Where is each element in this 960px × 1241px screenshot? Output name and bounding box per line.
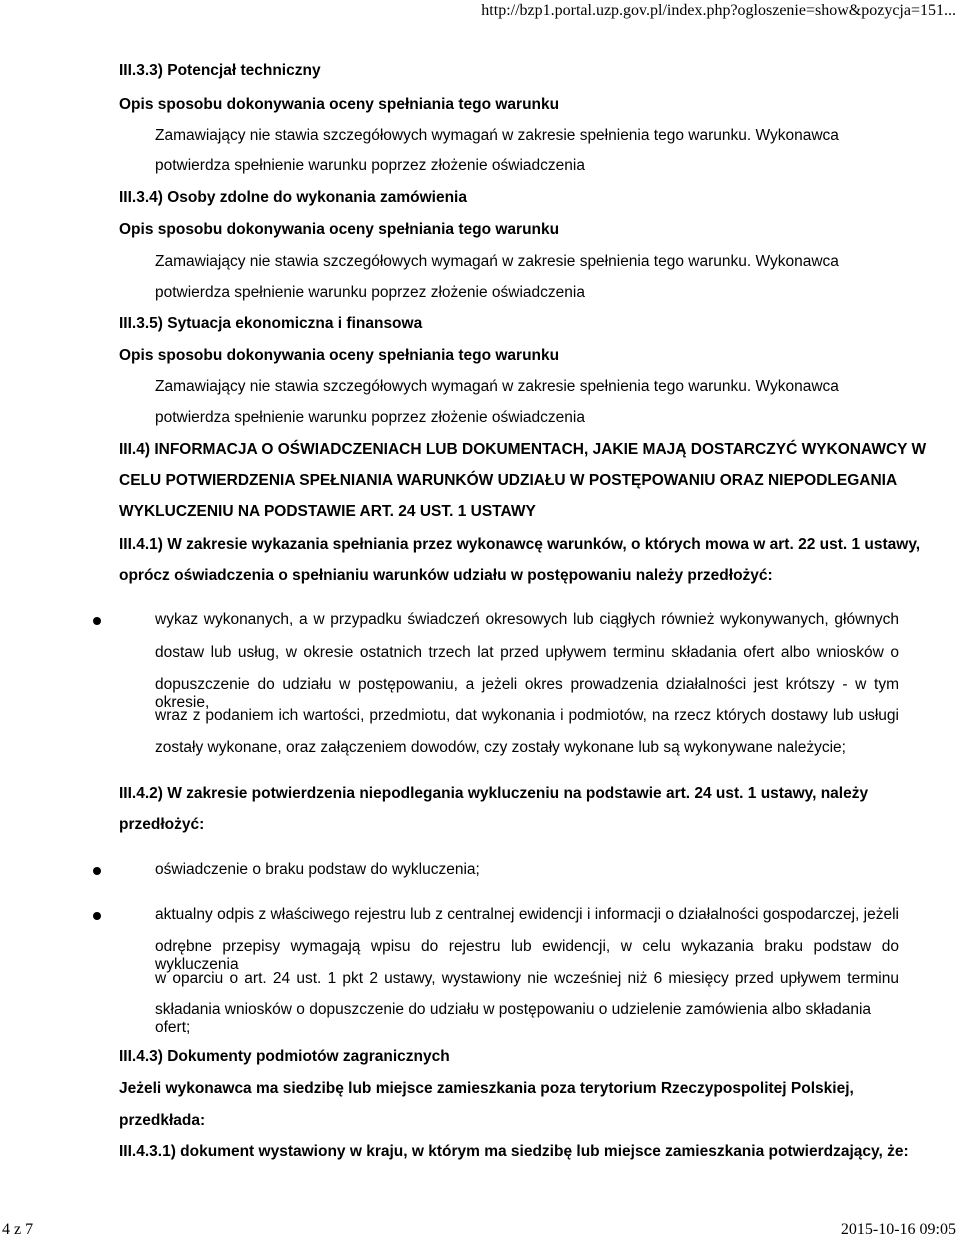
print-datetime: 2015-10-16 09:05 xyxy=(840,1221,956,1238)
list-item-line: aktualny odpis z właściwego rejestru lub z centralnej ewidencji i informacji o działalności gospodarczej, jeżeli xyxy=(155,906,899,923)
page-url-header: http://bzp1.portal.uzp.gov.pl/index.php?ogloszenie=show&pozycja=151... xyxy=(481,2,956,19)
section-3-4-3-text-2: przedkłada: xyxy=(119,1112,206,1129)
section-3-3-5-text-1: Zamawiający nie stawia szczegółowych wymagań w zakresie spełnienia tego warunku. Wykonawca xyxy=(155,378,839,395)
list-item-line: składania wniosków o dopuszczenie do udziału w postępowaniu o udzielenie zamówienia albo składania ofert; xyxy=(155,1001,872,1036)
section-3-3-4-title: III.3.4) Osoby zdolne do wykonania zamówienia xyxy=(119,189,467,206)
section-3-3-3-title: III.3.3) Potencjał techniczny xyxy=(119,62,321,79)
list-item-line: dostaw lub usług, w okresie ostatnich trzech lat przed upływem terminu składania ofert albo wniosków o xyxy=(155,644,899,661)
section-3-4-3-text-1: Jeżeli wykonawca ma siedzibę lub miejsce zamieszkania poza terytorium Rzeczypospolitej Polskiej, xyxy=(119,1080,854,1097)
section-3-3-4-text-1: Zamawiający nie stawia szczegółowych wymagań w zakresie spełnienia tego warunku. Wykonawca xyxy=(155,253,839,270)
section-3-4-heading-3: WYKLUCZENIU NA PODSTAWIE ART. 24 UST. 1 USTAWY xyxy=(119,503,536,520)
list-item-line: w oparciu o art. 24 ust. 1 pkt 2 ustawy, wystawiony nie wcześniej niż 6 miesięcy przed upływem terminu xyxy=(155,970,899,987)
section-3-4-3-1-text: III.4.3.1) dokument wystawiony w kraju, w którym ma siedzibę lub miejsce zamieszkania potwierdzający, że: xyxy=(119,1143,909,1160)
section-3-3-3-text-2: potwierdza spełnienie warunku poprzez złożenie oświadczenia xyxy=(155,157,585,174)
bullet-icon xyxy=(93,912,101,920)
list-item-line: oświadczenie o braku podstaw do wykluczenia; xyxy=(155,861,480,878)
section-3-4-2-text-1: III.4.2) W zakresie potwierdzenia niepodlegania wykluczeniu na podstawie art. 24 ust. 1 ustawy, należy xyxy=(119,785,869,802)
section-3-3-4-text-2: potwierdza spełnienie warunku poprzez złożenie oświadczenia xyxy=(155,284,585,301)
section-3-4-2-text-2: przedłożyć: xyxy=(119,816,205,833)
section-3-4-heading-1: III.4) INFORMACJA O OŚWIADCZENIACH LUB DOKUMENTACH, JAKIE MAJĄ DOSTARCZYĆ WYKONAWCY W xyxy=(119,441,927,458)
list-item-line: dopuszczenie do udziału w postępowaniu, a jeżeli okres prowadzenia działalności jest krótszy - w tym okresie, xyxy=(155,676,899,711)
section-3-3-4-opis: Opis sposobu dokonywania oceny spełniania tego warunku xyxy=(119,221,560,238)
section-3-3-3-text-1: Zamawiający nie stawia szczegółowych wymagań w zakresie spełnienia tego warunku. Wykonawca xyxy=(155,127,839,144)
section-3-3-5-title: III.3.5) Sytuacja ekonomiczna i finansowa xyxy=(119,315,423,332)
section-3-3-3-opis: Opis sposobu dokonywania oceny spełniania tego warunku xyxy=(119,96,560,113)
list-item-line: zostały wykonane, oraz załączeniem dowodów, czy zostały wykonane lub są wykonywane należycie; xyxy=(155,739,846,756)
section-3-4-1-text-2: oprócz oświadczenia o spełnianiu warunków udziału w postępowaniu należy przedłożyć: xyxy=(119,567,773,584)
bullet-icon xyxy=(93,617,101,625)
list-item-line: odrębne przepisy wymagają wpisu do rejestru lub ewidencji, w celu wykazania braku podstaw do wykluczenia xyxy=(155,938,899,973)
page-number: 4 z 7 xyxy=(2,1221,34,1238)
section-3-4-heading-2: CELU POTWIERDZENIA SPEŁNIANIA WARUNKÓW UDZIAŁU W POSTĘPOWANIU ORAZ NIEPODLEGANIA xyxy=(119,472,898,489)
section-3-3-5-text-2: potwierdza spełnienie warunku poprzez złożenie oświadczenia xyxy=(155,409,585,426)
list-item-line: wykaz wykonanych, a w przypadku świadczeń okresowych lub ciągłych również wykonywanych, głównych xyxy=(155,611,899,628)
section-3-4-3-title: III.4.3) Dokumenty podmiotów zagranicznych xyxy=(119,1048,450,1065)
section-3-4-1-text-1: III.4.1) W zakresie wykazania spełniania przez wykonawcę warunków, o których mowa w art. 22 ust. 1 ustawy, xyxy=(119,536,921,553)
bullet-icon xyxy=(93,867,101,875)
section-3-3-5-opis: Opis sposobu dokonywania oceny spełniania tego warunku xyxy=(119,347,560,364)
list-item-line: wraz z podaniem ich wartości, przedmiotu, dat wykonania i podmiotów, na rzecz których dostawy lub usługi xyxy=(155,707,899,724)
